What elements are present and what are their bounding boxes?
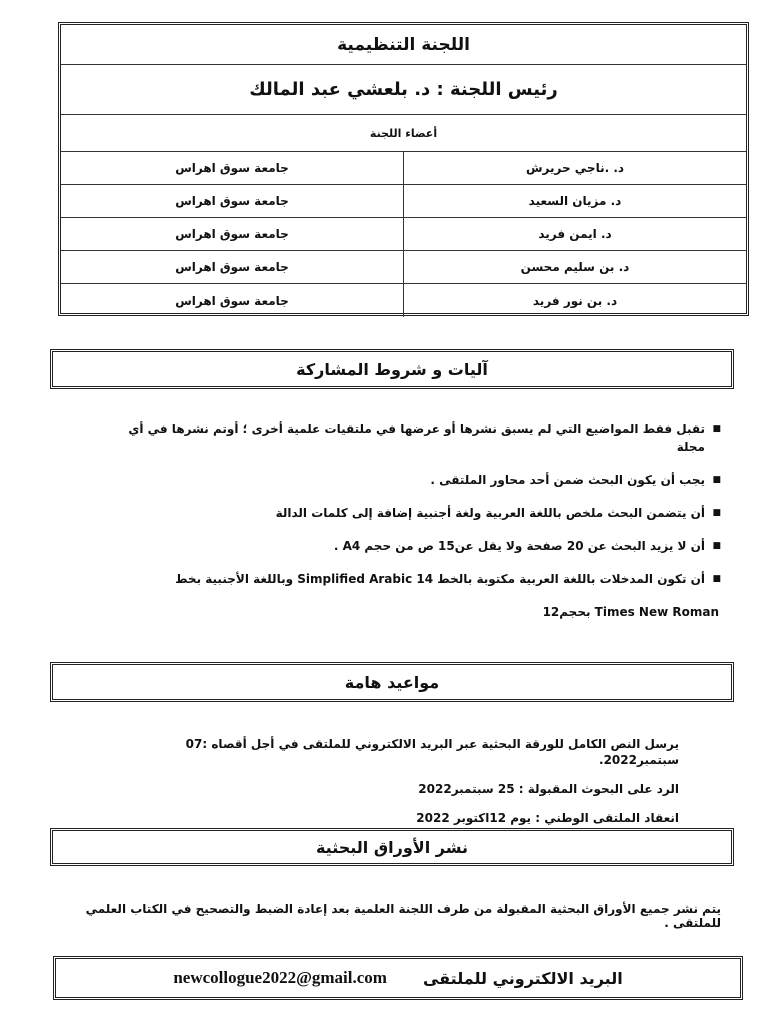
date-item: يرسل النص الكامل للورقة البحثية عبر البريد الالكتروني للملتقى في أجل أقصاه :07 سبتمبر2022. [185,737,679,767]
dates-title: مواعيد هامة [50,662,734,702]
member-row [61,218,746,251]
member-name: د. مزيان السعيد [403,185,746,217]
condition-continuation: Times New Roman بحجم12 [542,605,719,619]
publication-title: نشر الأوراق البحثية [50,828,734,866]
committee-table [58,22,749,316]
member-name: د. ايمن فريد [403,218,746,250]
committee-title: اللجنة التنظيمية [61,25,746,65]
members-label: أعضاء اللجنة [61,115,746,152]
condition-item: ■ تقبل فقط المواضيع التي لم يسبق نشرها أو عرضها في ملتقيات علمية أخرى ؛ أوتم نشرها في أي مجلة [101,420,721,456]
member-university: جامعة سوق اهراس [175,227,289,241]
condition-item: ■ يجب أن يكون البحث ضمن أحد محاور الملتقى . [101,471,721,489]
member-university: جامعة سوق اهراس [175,260,289,274]
member-row [61,284,746,317]
contact-box [53,956,743,1000]
member-name: د. بن سليم محسن [403,251,746,283]
date-item: الرد على البحوث المقبولة : 25 سبتمبر2022 [418,782,679,796]
condition-item: ■ أن تكون المدخلات باللغة العربية مكتوبة بالخط Simplified Arabic 14 وباللغة الأجنبية بخط [101,570,721,588]
member-university: جامعة سوق اهراس [175,161,289,175]
member-name: د. .ناجي حريرش [403,152,746,184]
members-list [61,152,746,317]
participation-title: آليات و شروط المشاركة [50,349,734,389]
member-university: جامعة سوق اهراس [175,293,289,308]
dates-list [119,736,679,839]
member-row [61,152,746,185]
member-university: جامعة سوق اهراس [175,194,289,208]
publication-text: يتم نشر جميع الأوراق البحثية المقبولة من طرف اللجنة العلمية بعد إعادة الضبط والتصحيح في الكتاب العلمي للملتقى . [85,902,721,930]
email-address[interactable]: newcollogue2022@gmail.com [173,968,387,987]
member-row [61,251,746,284]
date-item: انعقاد الملتقى الوطني : يوم 12اكتوبر 2022 [416,811,679,825]
condition-item: ■ أن لا يزيد البحث عن 20 صفحة ولا يقل عن15 ص من حجم A4 . [101,537,721,555]
email-label: البريد الالكتروني للملتقى [422,968,623,988]
condition-item: ■ أن يتضمن البحث ملخص باللغة العربية ولغة أجنبية إضافة إلى كلمات الدالة [101,504,721,522]
conditions-list [101,420,721,603]
committee-head: رئيس اللجنة : د. بلعشي عبد المالك [61,65,746,115]
member-name: د. بن نور فريد [403,284,746,317]
member-row [61,185,746,218]
